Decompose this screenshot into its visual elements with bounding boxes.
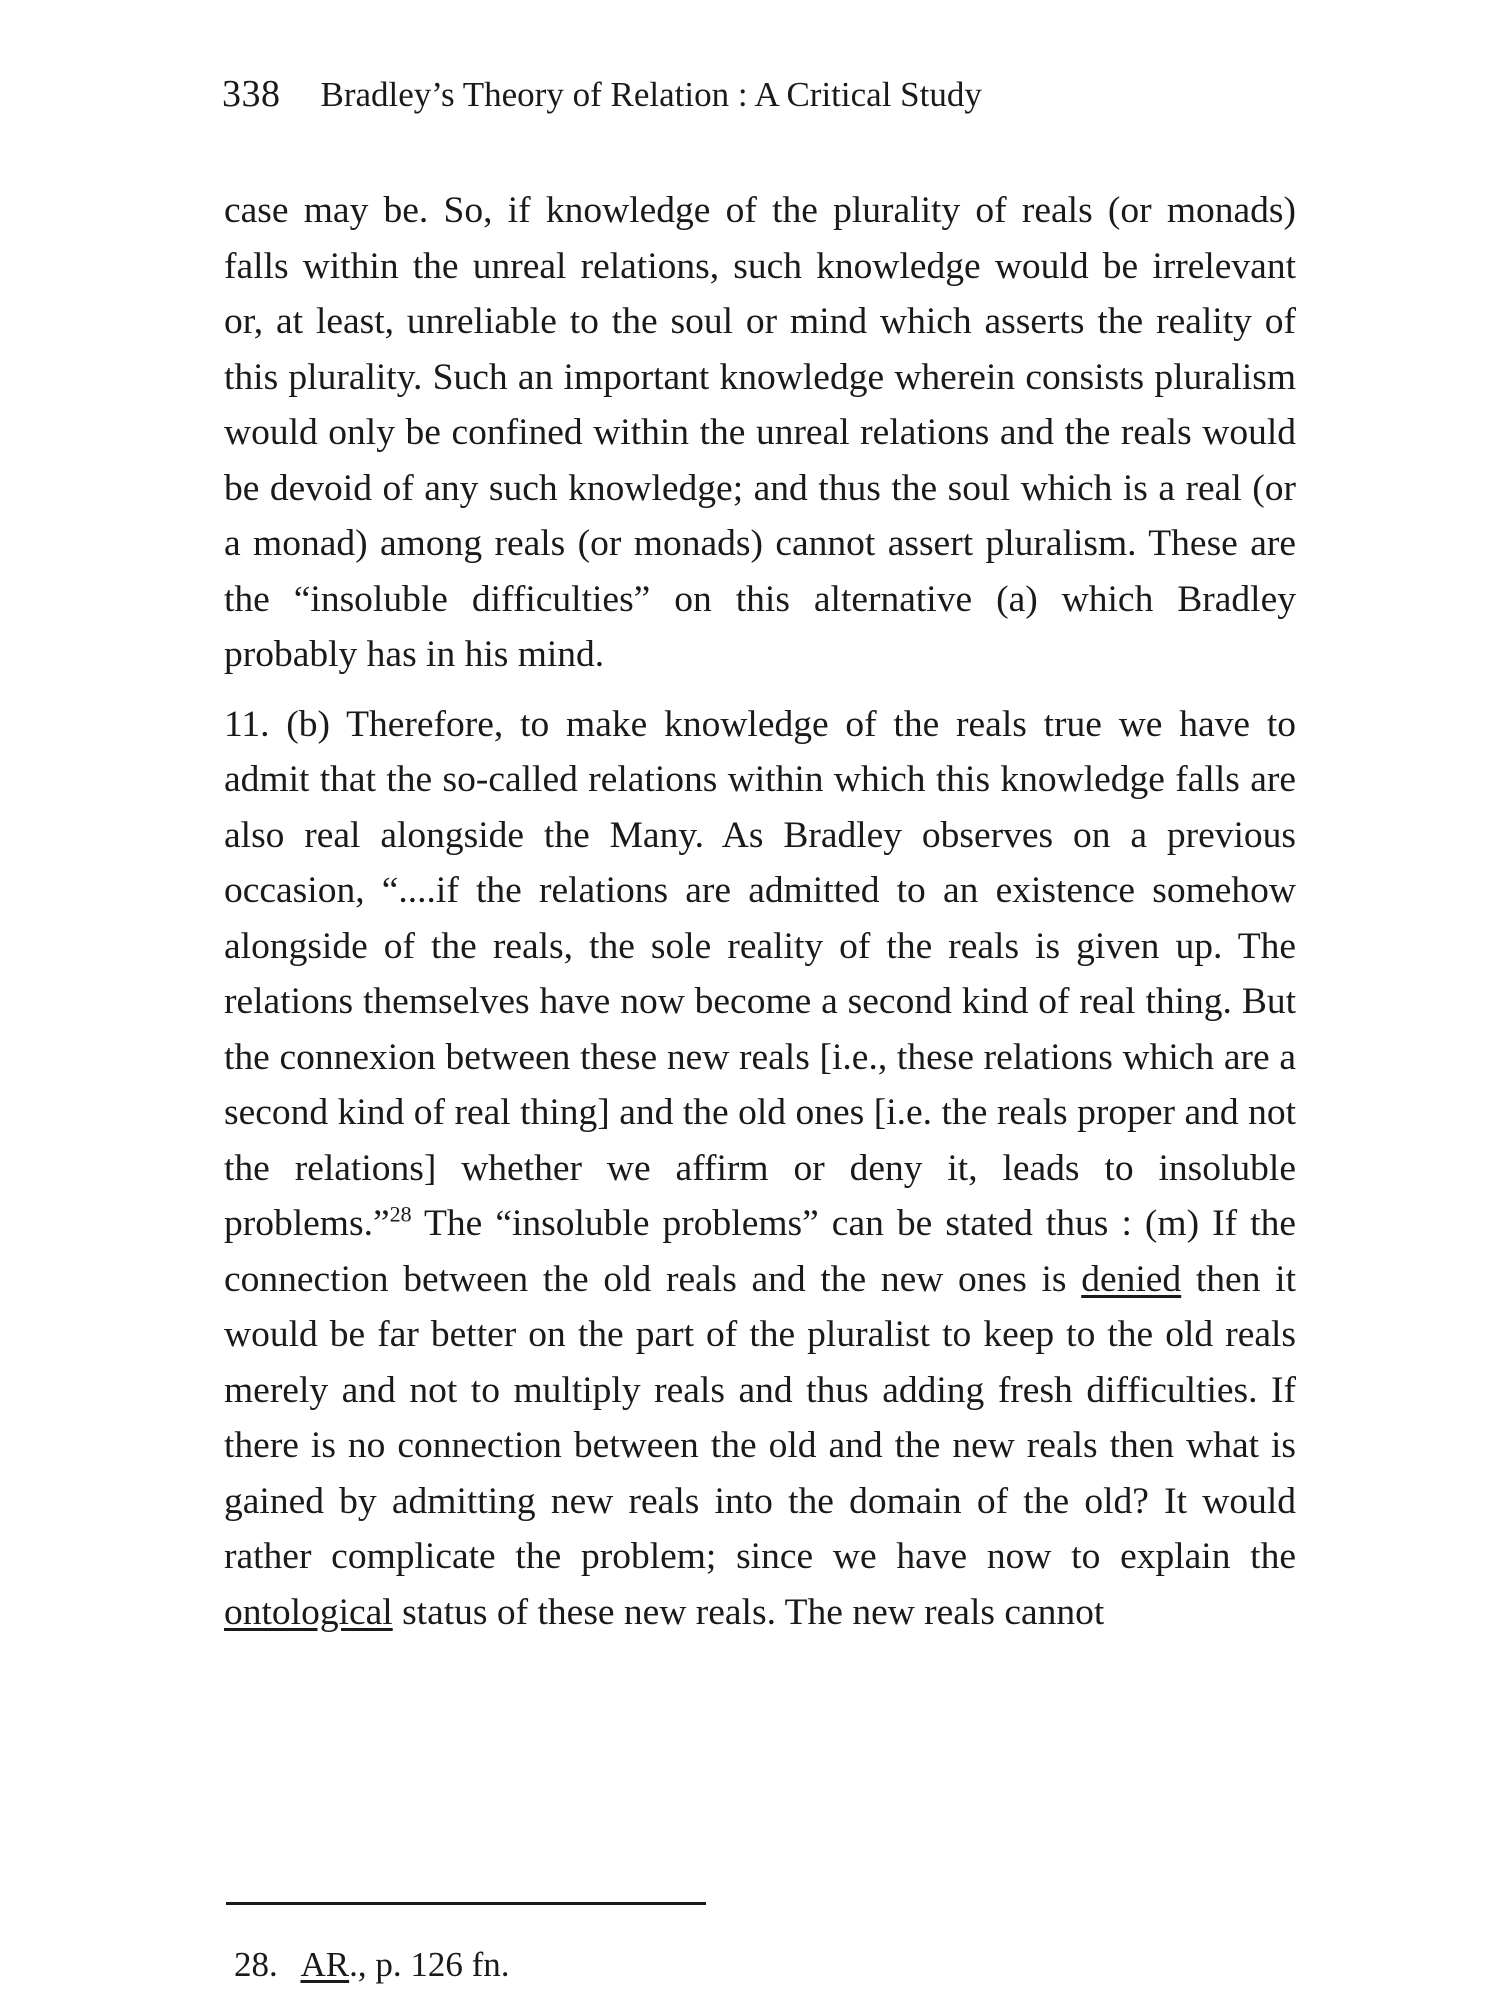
running-title: Bradley’s Theory of Relation : A Critical Study [320, 75, 982, 114]
footnote-divider [226, 1902, 706, 1905]
paragraph-2-part-b: The “insoluble problems” can be stated thus : (m) If the connection between the old reals and the new ones is [224, 1203, 1296, 1300]
paragraph-2-part-c: then it would be far better on the part of the pluralist to keep to the old reals merely and not to multiply reals and thus adding fresh difficulties. If there is no connection between the old and the new reals then what is gained by admitting new reals into the domain of the old? It would rather complicate the problem; since we have now to explain the [224, 1258, 1296, 1577]
paragraph-2-part-a: 11. (b) Therefore, to make knowledge of the reals true we have to admit that the so-called relations within which this knowledge falls are also real alongside the Many. As Bradley observes on a previous occasion, “....if the relations are admitted to an existence somehow alongside of the reals, the sole reality of the reals is given up. The relations themselves have now become a second kind of real thing. But the connexion between these new reals [i.e., these relations which are a second kind of real thing] and the old ones [i.e. the reals proper and not the relations] whether we affirm or deny it, leads to insoluble problems.” [224, 703, 1296, 1244]
body-text [224, 183, 1296, 1640]
paragraph-2-part-d: status of these new reals. The new reals cannot [392, 1591, 1105, 1633]
paragraph-2 [224, 697, 1296, 1641]
footnote-reference: 28 [389, 1201, 412, 1227]
paragraph-1: case may be. So, if knowledge of the plurality of reals (or monads) falls within the unreal relations, such knowledge would be irrelevant or, at least, unreliable to the soul or mind which asserts the reality of this plurality. Such an important knowledge wherein consists pluralism would only be confined within the unreal relations and the reals would be devoid of any such knowledge; and thus the soul which is a real (or a monad) among reals (or monads) cannot assert pluralism. These are the “insoluble difficulties” on this alternative (a) which Bradley probably has in his mind. [224, 190, 1296, 675]
page-number: 338 [222, 73, 281, 115]
page-header [222, 72, 1302, 132]
underlined-word-denied: denied [1081, 1258, 1182, 1300]
footnote-number: 28. [234, 1945, 278, 1984]
footnote [234, 1945, 510, 1985]
underlined-word-ontological: ontological [224, 1591, 393, 1633]
footnote-abbreviation: AR [300, 1945, 350, 1984]
footnote-citation: ., p. 126 fn. [349, 1945, 510, 1984]
